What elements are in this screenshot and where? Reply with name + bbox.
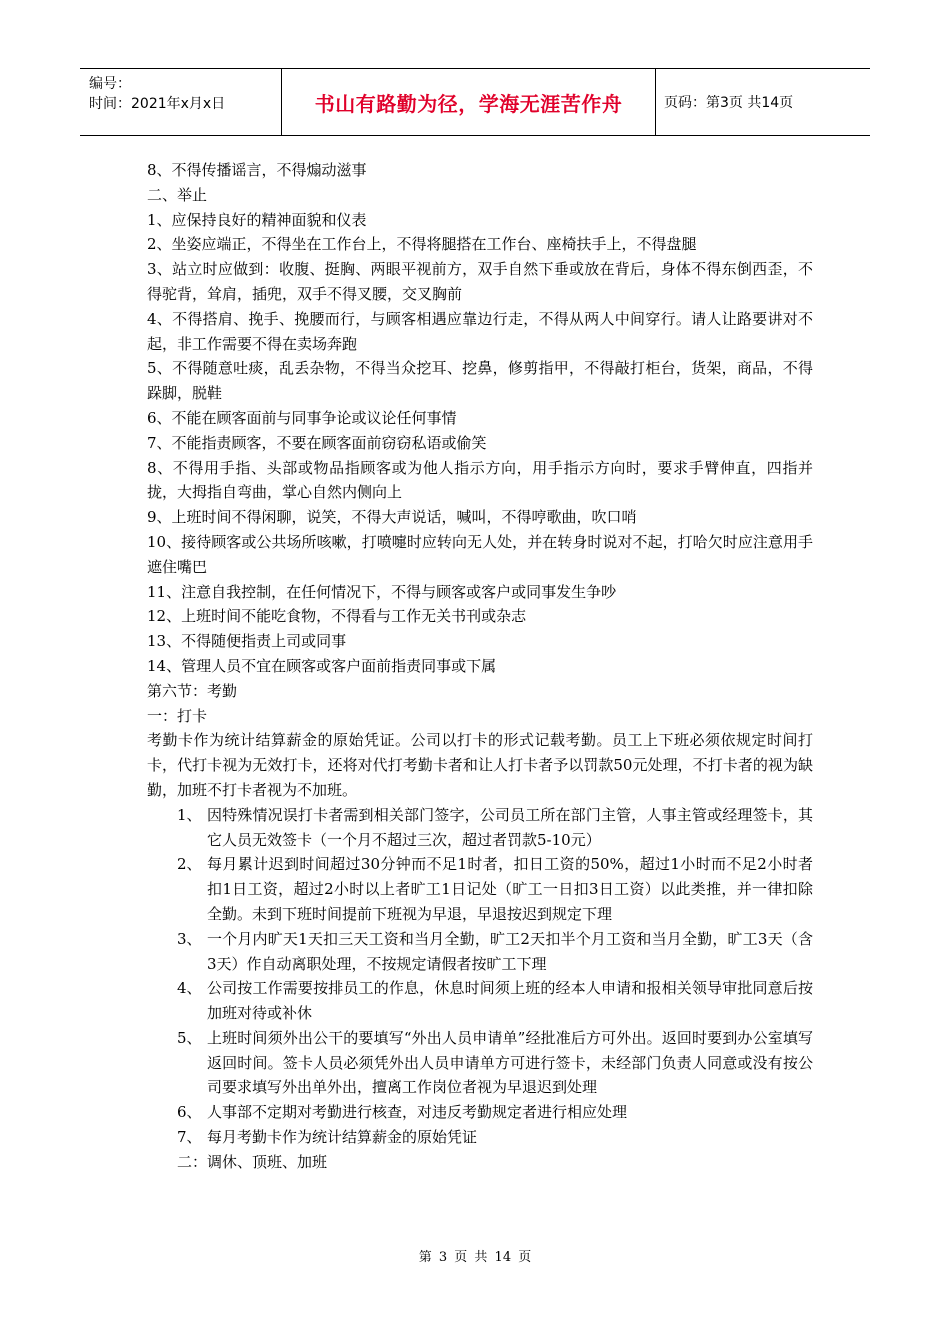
list-item	[147, 803, 813, 853]
header-meta-cell	[80, 69, 282, 135]
header-page-info: 页码：第3页 共14页	[664, 95, 794, 111]
paragraph: 8、不得用手指、头部或物品指顾客或为他人指示方向，用手指示方向时，要求手臂伸直，四指并拢，大拇指自弯曲，掌心自然内侧向上	[147, 458, 813, 502]
paragraph: 14、管理人员不宜在顾客或客户面前指责同事或下属	[147, 656, 497, 675]
list-item-number: 6、	[177, 1103, 202, 1122]
paragraph: 3、站立时应做到：收腹、挺胸、两眼平视前方，双手自然下垂或放在背后，身体不得东倒西歪，不得驼背，耸肩，插兜，双手不得叉腰，交叉胸前	[147, 260, 813, 303]
list-item-text: 每月累计迟到时间超过30分钟而不足1时者，扣日工资的50%，超过1小时而不足2小时者扣1日工资，超过2小时以上者旷工1日记处（旷工一日扣3日工资）以此类推，并一律扣除全勤。未到下班时间提前下班视为早退，早退按迟到规定下理	[207, 855, 813, 923]
header-motto: 书山有路勤为径，学海无涯苦作舟	[282, 69, 656, 135]
list-item	[147, 1100, 813, 1125]
paragraph: 4、不得搭肩、挽手、挽腰而行，与顾客相遇应靠边行走，不得从两人中间穿行。请人让路要讲对不起，非工作需要不得在卖场奔跑	[147, 309, 813, 353]
paragraph: 考勤卡作为统计结算薪金的原始凭证。公司以打卡的形式记载考勤。员工上下班必须依规定时间打卡，代打卡视为无效打卡，还将对代打考勤卡者和让人打卡者予以罚款50元处理，不打卡者的视为缺勤，加班不打卡者视为不加班。	[147, 731, 813, 799]
section-heading: 二、举止	[147, 185, 208, 204]
page-footer: 第 3 页 共 14 页	[418, 1250, 532, 1265]
list-item	[147, 1026, 813, 1100]
document-date-label: 时间：2021年x月x日	[89, 96, 226, 112]
list-item	[147, 976, 813, 1026]
paragraph: 9、上班时间不得闲聊，说笑，不得大声说话，喊叫，不得哼歌曲，吹口哨	[147, 508, 637, 527]
document-number-label: 编号：	[89, 76, 131, 92]
list-item-number: 7、	[177, 1128, 202, 1147]
list-item-number: 3、	[177, 929, 202, 948]
list-item	[147, 927, 813, 977]
paragraph: 7、不能指责顾客，不要在顾客面前窃窃私语或偷笑	[147, 433, 487, 452]
section-heading: 第六节：考勤	[147, 681, 238, 700]
list-item-text: 一个月内旷天1天扣三天工资和当月全勤，旷工2天扣半个月工资和当月全勤，旷工3天（含3天）作自动离职处理，不按规定请假者按旷工下理	[207, 929, 813, 973]
paragraph: 2、坐姿应端正，不得坐在工作台上，不得将腿搭在工作台、座椅扶手上，不得盘腿	[147, 235, 697, 254]
list-item-number: 5、	[177, 1028, 202, 1047]
list-item-text: 人事部不定期对考勤进行核查，对违反考勤规定者进行相应处理	[207, 1103, 628, 1122]
paragraph: 12、上班时间不能吃食物，不得看与工作无关书刊或杂志	[147, 607, 527, 626]
list-item-text: 上班时间须外出公干的要填写“外出人员申请单”经批准后方可外出。返回时要到办公室填写返回时间。签卡人员必须凭外出人员申请单方可进行签卡，未经部门负责人同意或没有按公司要求填写外出单外出，擅离工作岗位者视为早退迟到处理	[207, 1028, 813, 1097]
paragraph: 11、注意自我控制，在任何情况下，不得与顾客或客户或同事发生争吵	[147, 582, 617, 601]
list-item-number: 4、	[177, 979, 202, 998]
list-item	[147, 852, 813, 926]
paragraph: 5、不得随意吐痰，乱丢杂物，不得当众挖耳、挖鼻，修剪指甲，不得敲打柜台，货架，商品，不得跺脚，脱鞋	[147, 359, 813, 403]
paragraph: 8、不得传播谣言，不得煽动滋事	[147, 161, 367, 179]
list-item-text: 每月考勤卡作为统计结算薪金的原始凭证	[207, 1128, 478, 1147]
document-body	[147, 158, 813, 1175]
list-item-number: 2、	[177, 855, 202, 874]
subsection-heading: 二：调休、顶班、加班	[177, 1152, 328, 1171]
subsection-heading: 一：打卡	[147, 706, 208, 725]
paragraph-group	[147, 158, 813, 803]
list-item-text: 公司按工作需要按排员工的作息，休息时间须上班的经本人申请和报相关领导审批同意后按加班对待或补休	[207, 979, 813, 1023]
list-item-number: 1、	[177, 805, 202, 824]
paragraph: 6、不能在顾客面前与同事争论或议论任何事情	[147, 408, 457, 427]
paragraph: 13、不得随便指责上司或同事	[147, 632, 347, 651]
list-item	[147, 1125, 813, 1150]
attendance-rules-list	[147, 803, 813, 1150]
list-item-text: 因特殊情况误打卡者需到相关部门签字，公司员工所在部门主管，人事主管或经理签卡，其它人员无效签卡（一个月不超过三次，超过者罚款5-10元）	[207, 805, 813, 849]
paragraph: 10、接待顾客或公共场所咳嗽，打喷嚏时应转向无人处，并在转身时说对不起，打哈欠时应注意用手遮住嘴巴	[147, 532, 813, 576]
paragraph: 1、应保持良好的精神面貌和仪表	[147, 210, 367, 229]
page-header	[80, 68, 870, 136]
